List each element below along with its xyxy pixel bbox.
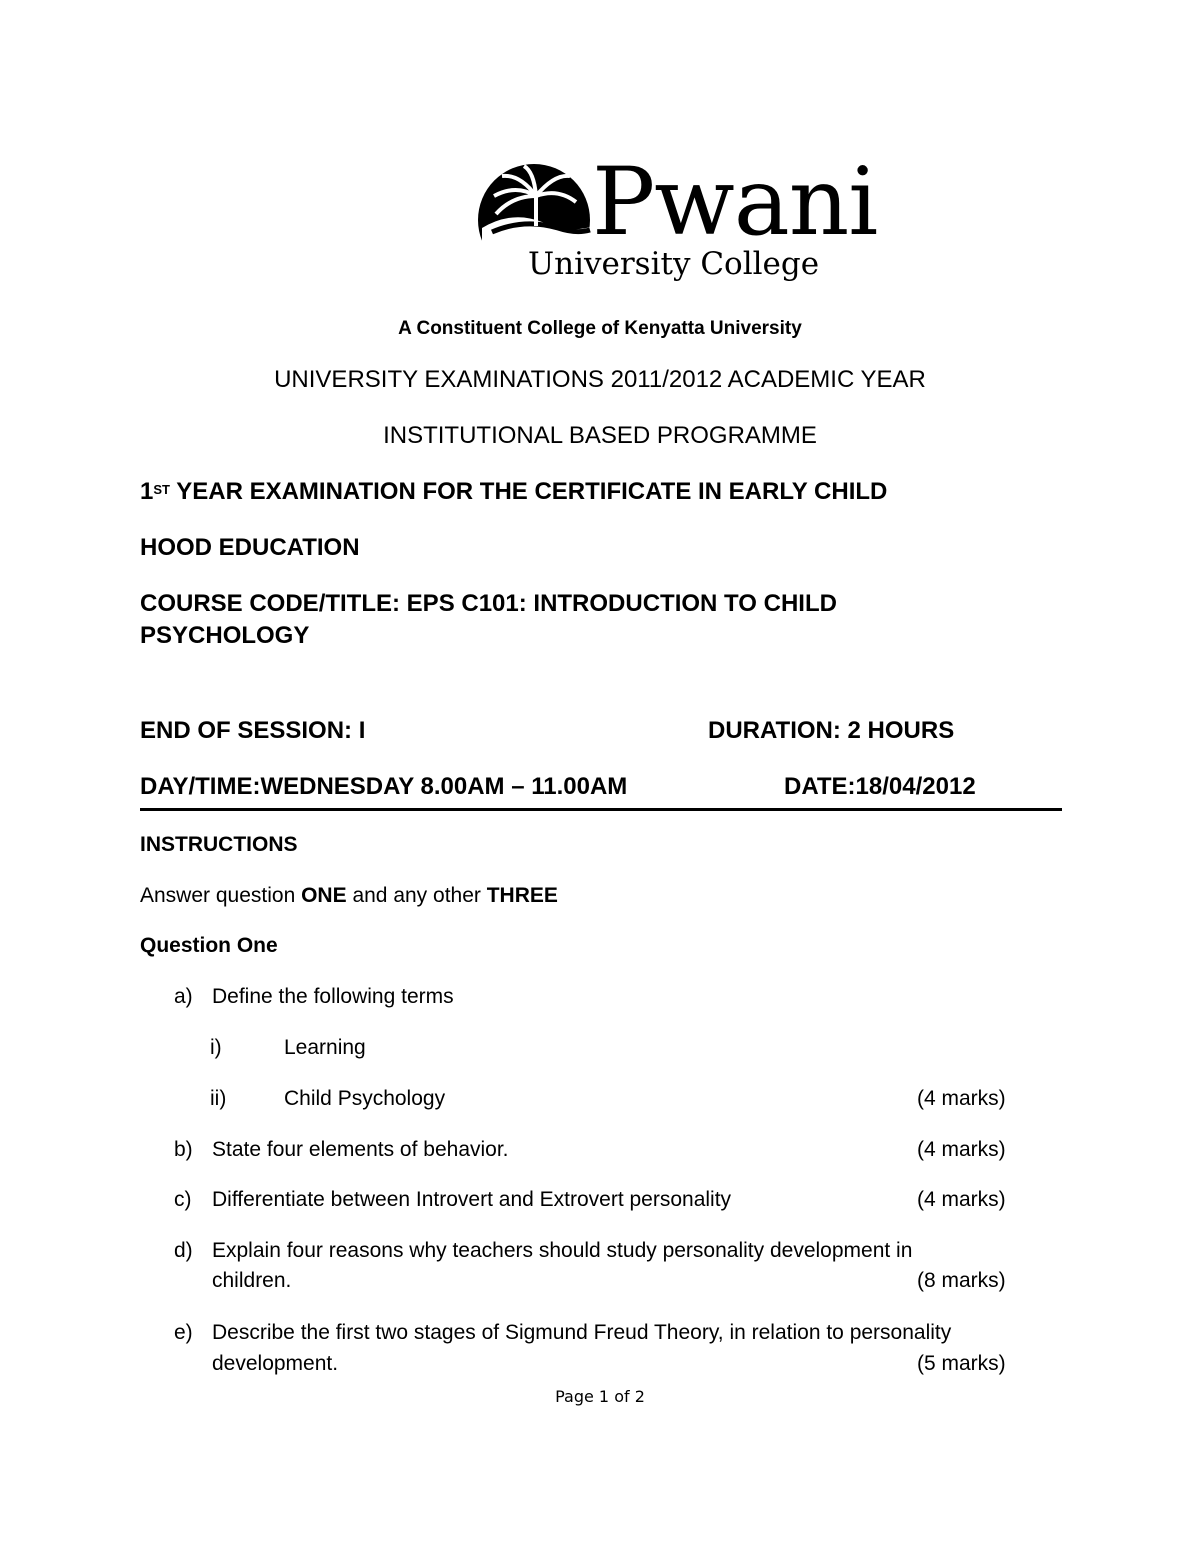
subpart-label: ii) (210, 1087, 227, 1110)
course-line-2: PSYCHOLOGY (140, 622, 310, 649)
page-number: Page 1 of 2 (555, 1387, 645, 1406)
instructions-mid: and any other (346, 884, 487, 907)
part-text-continued: development. (212, 1352, 339, 1375)
instructions-bold-one: ONE (301, 884, 347, 907)
part-label: c) (174, 1188, 192, 1211)
marks-label: (5 marks) (917, 1352, 1006, 1375)
instructions-bold-three: THREE (486, 884, 558, 907)
exam-line-1 (140, 476, 887, 508)
subpart-text: Child Psychology (284, 1087, 446, 1110)
marks-label: (4 marks) (917, 1188, 1006, 1211)
part-text-continued: children. (212, 1269, 292, 1292)
year-suffix: ST (153, 482, 170, 497)
part-text: State four elements of behavior. (212, 1138, 509, 1161)
year-number: 1 (140, 478, 154, 505)
session-label: END OF SESSION: I (140, 717, 366, 744)
question-one-heading: Question One (140, 934, 278, 957)
part-text: Describe the first two stages of Sigmund Freud Theory, in relation to personality (212, 1321, 952, 1344)
subpart-text: Learning (284, 1036, 366, 1059)
part-text: Differentiate between Introvert and Extrovert personality (212, 1188, 732, 1211)
header-divider (140, 808, 1062, 811)
marks-label: (4 marks) (917, 1087, 1006, 1110)
date-label: DATE:18/04/2012 (784, 773, 976, 800)
exam-line-2: HOOD EDUCATION (140, 534, 360, 561)
instructions-heading: INSTRUCTIONS (140, 833, 298, 856)
part-label: a) (174, 985, 193, 1008)
course-line-1: COURSE CODE/TITLE: EPS C101: INTRODUCTION TO CHILD (140, 590, 837, 617)
part-text: Define the following terms (212, 985, 454, 1008)
instructions-text (140, 882, 558, 910)
marks-label: (4 marks) (917, 1138, 1006, 1161)
day-time-label: DAY/TIME:WEDNESDAY 8.00AM – 11.00AM (140, 773, 628, 800)
exam-line-1-rest: YEAR EXAMINATION FOR THE CERTIFICATE IN EARLY CHILD (169, 478, 888, 505)
duration-label: DURATION: 2 HOURS (708, 717, 955, 744)
marks-label: (8 marks) (917, 1269, 1006, 1292)
instructions-pre: Answer question (140, 884, 302, 907)
part-label: e) (174, 1321, 193, 1344)
exam-title: UNIVERSITY EXAMINATIONS 2011/2012 ACADEMIC YEAR (274, 366, 926, 393)
programme-title: INSTITUTIONAL BASED PROGRAMME (383, 422, 817, 449)
logo-subtitle: University College (528, 246, 820, 282)
part-text: Explain four reasons why teachers should study personality development in (212, 1239, 913, 1262)
logo-wordmark: Pwani (592, 148, 878, 257)
affiliation-text: A Constituent College of Kenyatta University (398, 318, 802, 339)
part-label: b) (174, 1138, 193, 1161)
university-logo (472, 148, 878, 288)
subpart-label: i) (210, 1036, 222, 1059)
part-label: d) (174, 1239, 193, 1262)
